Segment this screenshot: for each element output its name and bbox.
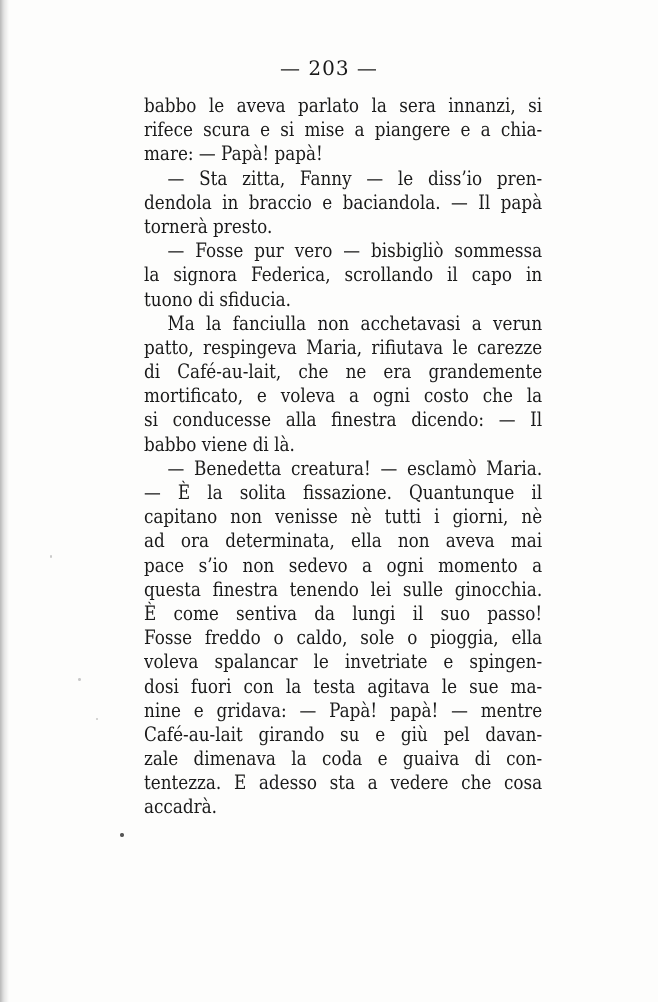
- text-line: tuono di sfiducia.: [144, 286, 291, 311]
- paper-mark: [78, 678, 81, 681]
- text-line: tornerà presto.: [144, 213, 273, 238]
- text-line: patto, respingeva Maria, rifiutava le carezze: [144, 334, 543, 359]
- text-line: babbo viene di là.: [144, 431, 295, 456]
- text-line: È come sentiva da lungi il suo passo!: [144, 600, 543, 625]
- text-line: dendola in braccio e baciandola. — Il papà: [144, 189, 543, 214]
- paper-mark: [50, 555, 52, 558]
- text-line: — Fosse pur vero — bisbigliò sommessa: [167, 238, 543, 263]
- paper-mark: [96, 718, 98, 720]
- ink-speck: [120, 833, 124, 837]
- text-line: — Sta zitta, Fanny — le diss’io pren-: [167, 165, 543, 190]
- text-line: zale dimenava la coda e guaiva di con-: [144, 746, 543, 771]
- text-line: si conducesse alla finestra dicendo: — Il: [144, 407, 543, 432]
- text-line: questa finestra tenendo lei sulle ginocchia.: [144, 576, 543, 601]
- text-line: — Benedetta creatura! — esclamò Maria.: [167, 455, 543, 480]
- text-line: pace s’io non sedevo a ogni momento a: [144, 552, 543, 577]
- text-line: mortificato, e voleva a ogni costo che la: [144, 383, 543, 408]
- text-line: voleva spalancar le invetriate e spingen-: [144, 649, 543, 674]
- text-line: ad ora determinata, ella non aveva mai: [144, 528, 543, 553]
- text-line: mare: — Papà! papà!: [144, 141, 323, 166]
- body-text: [144, 93, 543, 819]
- page-number: — 203 —: [280, 56, 378, 80]
- text-line: rifece scura e si mise a piangere e a chia-: [144, 117, 543, 142]
- text-line: Café-au-lait girando su e giù pel davan-: [144, 721, 543, 746]
- text-line: babbo le aveva parlato la sera innanzi, si: [144, 93, 543, 117]
- page-binding-edge: [0, 0, 9, 1002]
- text-line: Fosse freddo o caldo, sole o pioggia, ella: [144, 625, 543, 650]
- text-line: di Café-au-lait, che ne era grandemente: [144, 359, 543, 384]
- text-line: Ma la fanciulla non acchetavasi a verun: [167, 310, 543, 335]
- text-line: la signora Federica, scrollando il capo in: [144, 262, 543, 287]
- text-line: nine e gridava: — Papà! papà! — mentre: [144, 697, 543, 722]
- text-line: capitano non venisse nè tutti i giorni, nè: [144, 504, 543, 529]
- text-line: accadrà.: [144, 794, 218, 819]
- text-line: dosi fuori con la testa agitava le sue ma-: [144, 673, 543, 698]
- text-line: tentezza. E adesso sta a vedere che cosa: [144, 770, 543, 795]
- text-line: — È la solita fissazione. Quantunque il: [144, 480, 543, 504]
